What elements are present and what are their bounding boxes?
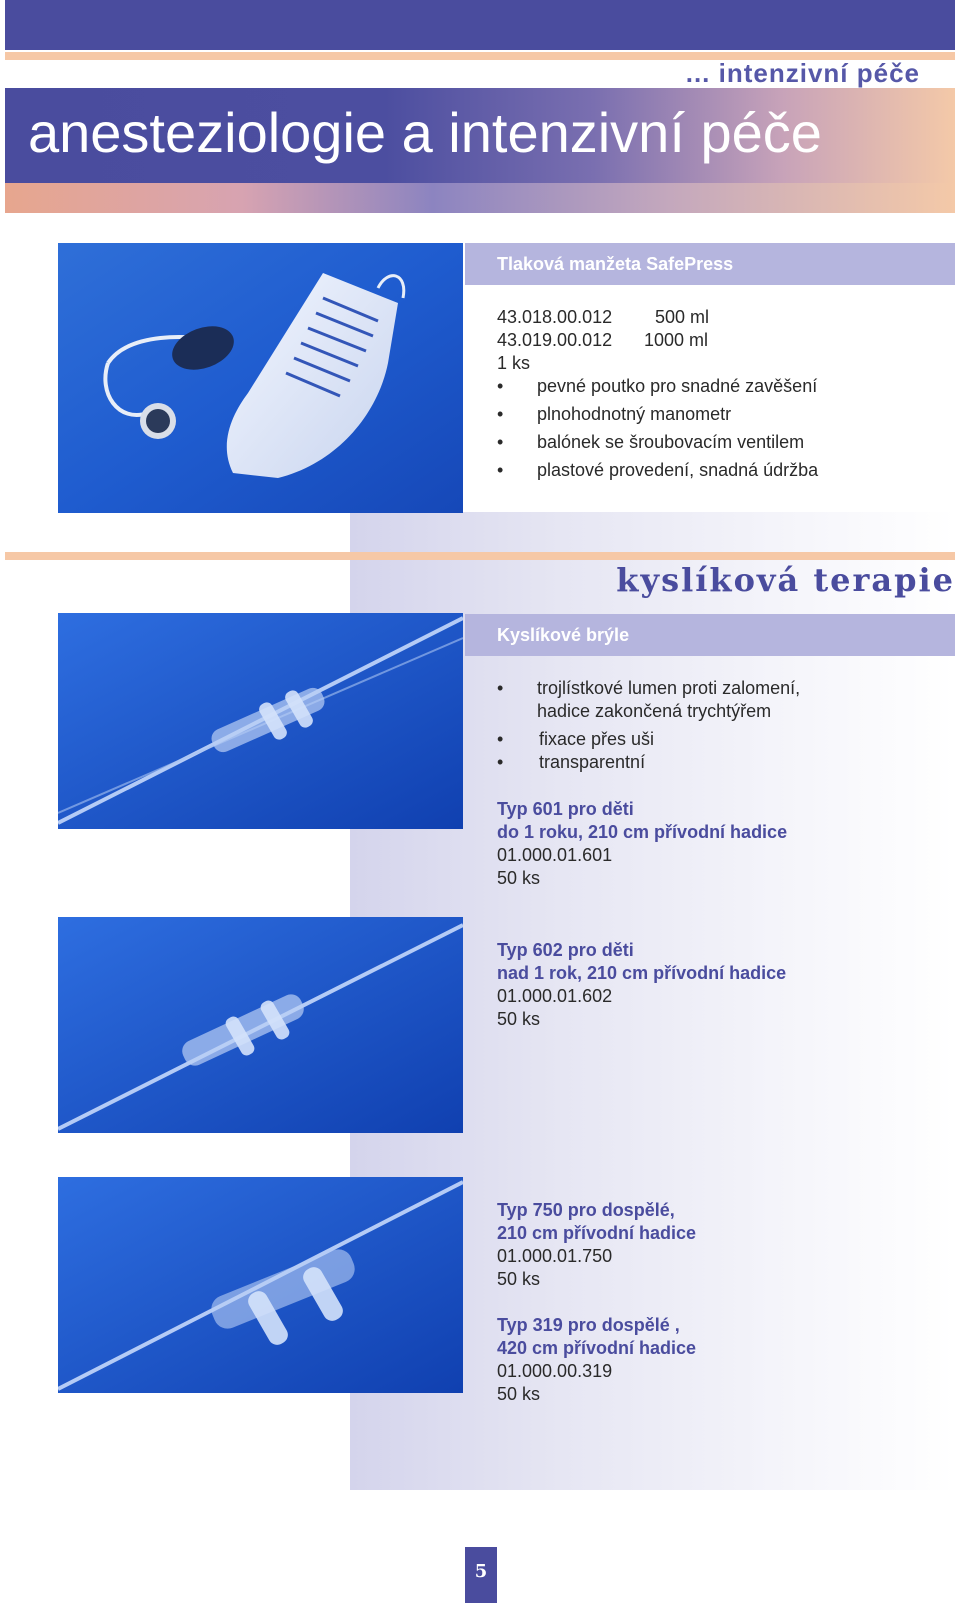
page-title: anesteziologie a intenzivní péče (28, 101, 822, 164)
list-item: • plastové provedení, snadná údržba (497, 459, 937, 482)
list-item: • plnohodnotný manometr (497, 403, 937, 426)
feature-list (497, 375, 937, 482)
list-item-continuation: hadice zakončená trychtýřem (537, 701, 772, 721)
list-item: • trojlístkové lumen proti zalomení, (497, 677, 937, 700)
list-item: • fixace přes uši (497, 728, 937, 751)
pressure-cuff-photo (58, 243, 463, 513)
list-item: • balónek se šroubovacím ventilem (497, 431, 937, 454)
code-row: 43.018.00.012 500 ml (497, 307, 710, 327)
title-band-lower (5, 183, 955, 213)
list-item: • transparentní (497, 751, 937, 774)
list-item: • pevné poutko pro snadné zavěšení (497, 375, 937, 398)
quantity: 1 ks (497, 353, 531, 373)
nasal-cannula-photo-2 (58, 917, 463, 1133)
nasal-cannula-photo-3 (58, 1177, 463, 1393)
header-top-bar (5, 0, 955, 50)
product-header-pressure-cuff (465, 243, 955, 285)
variant-601: Typ 601 pro děti do 1 roku, 210 cm přívodní hadice 01.000.01.601 50 ks (497, 799, 788, 888)
section-label-top: ... intenzivní péče (685, 58, 920, 88)
oxygen-feature-list (497, 677, 937, 774)
product-codes (497, 306, 897, 375)
section-label-oxygen: kyslíková terapie (616, 561, 955, 599)
page-number: 5 (465, 1547, 497, 1603)
section-stripe (5, 552, 955, 560)
nasal-cannula-photo-1 (58, 613, 463, 829)
product-header-oxygen-glasses (465, 614, 955, 656)
product-name: Kyslíkové brýle (497, 625, 630, 645)
code-row: 43.019.00.012 1000 ml (497, 330, 709, 350)
variant-602: Typ 602 pro děti nad 1 rok, 210 cm přívodní hadice 01.000.01.602 50 ks (497, 940, 787, 1029)
product-name: Tlaková manžeta SafePress (497, 254, 734, 274)
variant-750: Typ 750 pro dospělé, 210 cm přívodní hadice 01.000.01.750 50 ks (497, 1200, 697, 1289)
variant-319: Typ 319 pro dospělé , 420 cm přívodní hadice 01.000.00.319 50 ks (497, 1315, 697, 1404)
